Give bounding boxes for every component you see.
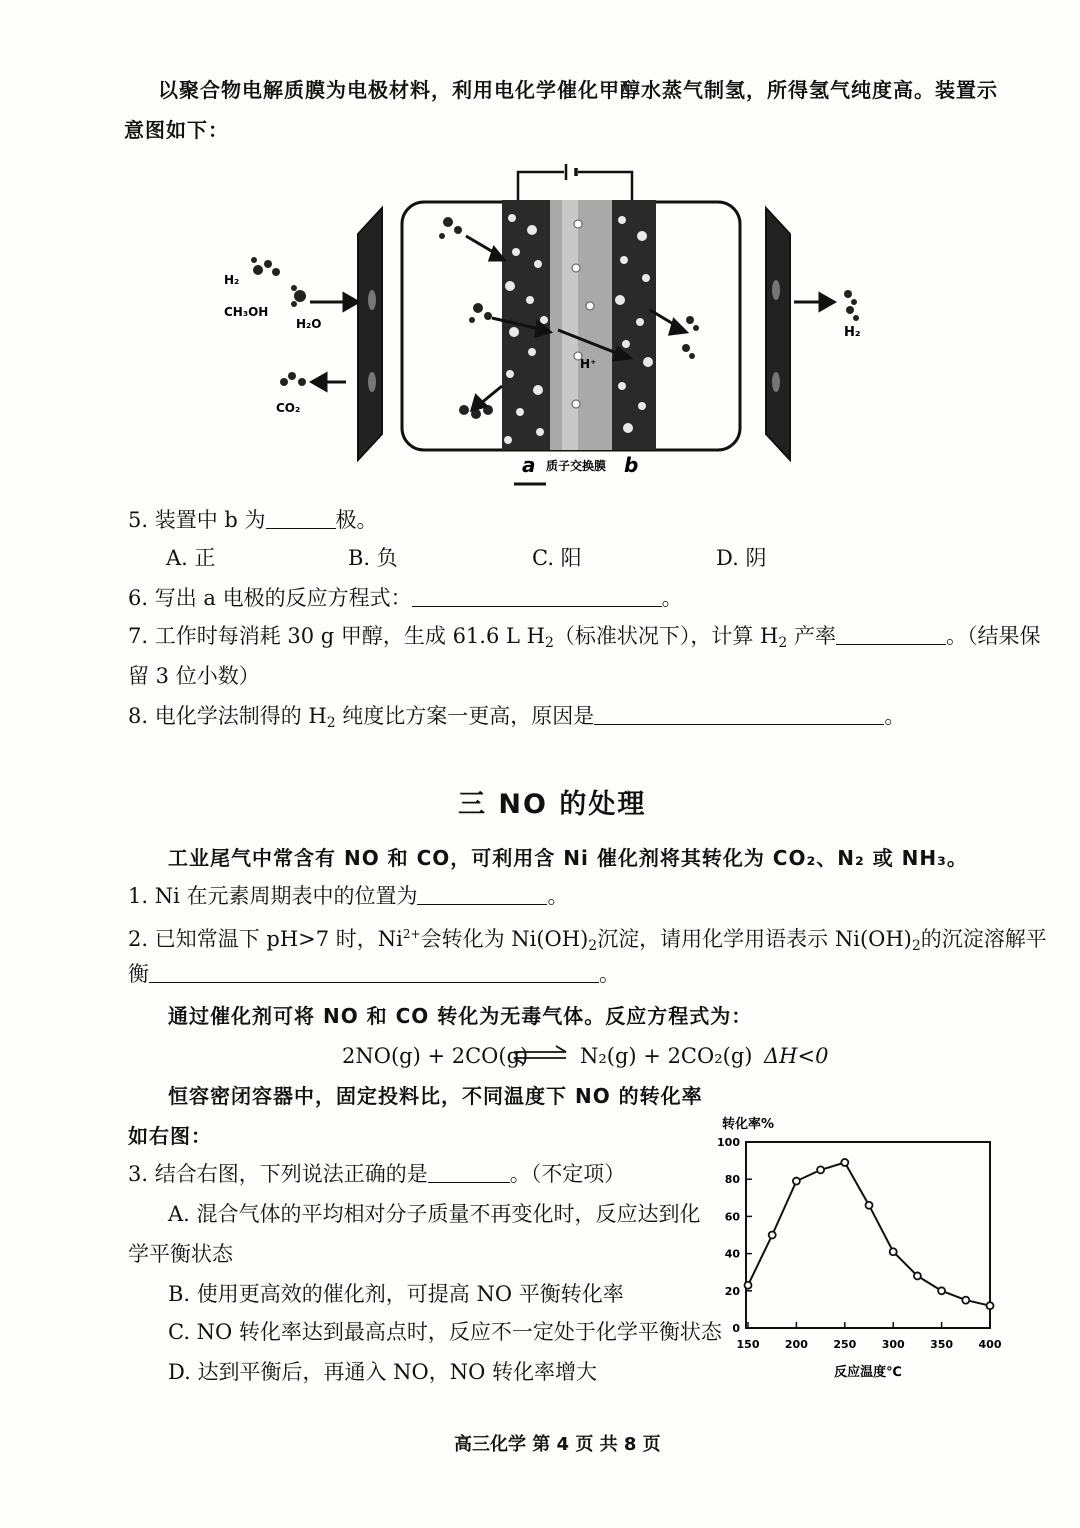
s2-sub: 2 [588, 938, 598, 954]
data-point [962, 1297, 969, 1304]
s1-blank[interactable] [417, 884, 547, 905]
s1-prefix: 1. Ni 在元素周期表中的位置为 [128, 884, 418, 908]
chart-ylabel: 转化率% [722, 1117, 775, 1132]
s2-line-2 [128, 960, 620, 988]
h2-out-label: H₂ [844, 325, 861, 340]
intro-line-2: 意图如下： [124, 118, 229, 142]
equation-dh: ΔH<0 [764, 1044, 829, 1068]
electrode-a-label: a [522, 453, 536, 477]
question-5 [128, 506, 378, 534]
x-tick-label: 200 [784, 1338, 808, 1351]
q7-line-2: 留 3 位小数） [128, 664, 260, 688]
q5-blank[interactable] [266, 508, 336, 529]
q7-prefix: 7. 工作时每消耗 30 g 甲醇，生成 61.6 L H [128, 624, 545, 648]
s2-sup: 2+ [402, 927, 421, 941]
question-8 [128, 702, 905, 737]
q6-suffix: 。 [661, 586, 683, 610]
electrode-b-label: b [624, 453, 639, 477]
s2-mid: 会转化为 Ni(OH) [420, 927, 589, 951]
catalyst-intro: 通过催化剂可将 NO 和 CO 转化为无毒气体。反应方程式为： [168, 1004, 753, 1028]
left-end-plate [358, 208, 382, 460]
data-point [890, 1248, 897, 1255]
s2-mid2: 沉淀，请用化学用语表示 Ni(OH) [597, 927, 912, 951]
data-point [817, 1166, 824, 1173]
data-point [745, 1282, 752, 1289]
x-tick-label: 250 [833, 1338, 857, 1351]
y-tick-label: 80 [724, 1173, 740, 1187]
sub-question-1 [128, 882, 568, 910]
right-end-plate [766, 208, 790, 460]
membrane [550, 200, 612, 450]
page-footer: 高三化学 第 4 页 共 8 页 [454, 1434, 661, 1455]
s3-blank[interactable] [428, 1162, 510, 1183]
s2-line2-text: 衡 [128, 962, 149, 986]
q8-prefix: 8. 电化学法制得的 H [128, 704, 327, 728]
y-tick-label: 60 [724, 1210, 740, 1224]
hplus-label: H⁺ [580, 357, 597, 371]
h2o-label: H₂O [296, 317, 322, 331]
equilibrium-arrow-icon [512, 1044, 568, 1066]
co2-label: CO₂ [276, 401, 301, 415]
s3-option-d[interactable]: D. 达到平衡后，再通入 NO，NO 转化率增大 [168, 1360, 597, 1384]
x-tick-label: 400 [978, 1338, 1002, 1351]
chart-xlabel: 反应温度℃ [834, 1365, 902, 1380]
q7-sub2: 2 [778, 635, 788, 651]
q8-suffix: 。 [884, 704, 906, 728]
data-point [793, 1178, 800, 1185]
s3-option-c[interactable]: C. NO 转化率达到最高点时，反应不一定处于化学平衡状态 [168, 1320, 722, 1344]
series-line [748, 1163, 990, 1306]
x-tick-label: 300 [881, 1338, 905, 1351]
q7-suffix: 。（结果保 [945, 624, 1041, 648]
q5-suffix: 极。 [335, 508, 378, 532]
q7-blank[interactable] [836, 624, 946, 645]
electrode-b [612, 200, 656, 450]
y-tick-label: 100 [717, 1136, 740, 1149]
y-tick-label: 0 [732, 1322, 740, 1335]
q7-sub: 2 [544, 635, 554, 651]
s2-suffix: 的沉淀溶解平 [920, 927, 1047, 951]
s3-suffix: 。（不定项） [509, 1162, 626, 1186]
q5-option-a[interactable]: A. 正 [166, 546, 216, 570]
q8-sub: 2 [326, 715, 336, 731]
s3-option-b[interactable]: B. 使用更高效的催化剂，可提高 NO 平衡转化率 [168, 1282, 624, 1306]
data-point [938, 1287, 945, 1294]
q6-prefix: 6. 写出 a 电极的反应方程式： [128, 586, 412, 610]
sub-question-3 [128, 1160, 625, 1188]
q5-option-c[interactable]: C. 阳 [532, 546, 582, 570]
y-tick-label: 20 [724, 1284, 740, 1298]
chart-intro-line-2: 如右图： [128, 1124, 212, 1148]
s3-option-a-line-1[interactable]: A. 混合气体的平均相对分子质量不再变化时，反应达到化 [168, 1202, 701, 1226]
s2-end: 。 [599, 962, 620, 986]
chart-plot-frame [746, 1142, 990, 1328]
membrane-label: 质子交换膜 [546, 459, 607, 473]
q7-mid2: 产率 [787, 624, 836, 648]
question-7 [128, 622, 1040, 657]
s2-blank[interactable] [149, 962, 599, 983]
s2-prefix: 2. 已知常温下 pH>7 时，Ni [128, 927, 403, 951]
q5-option-b[interactable]: B. 负 [348, 546, 398, 570]
data-point [866, 1202, 873, 1209]
intro-line-1: 以聚合物电解质膜为电极材料，利用电化学催化甲醇水蒸气制氢，所得氢气纯度高。装置示 [158, 78, 998, 102]
q7-mid: （标准状况下），计算 H [553, 624, 779, 648]
s3-prefix: 3. 结合右图，下列说法正确的是 [128, 1162, 428, 1186]
ch3oh-label: CH₃OH [224, 305, 269, 319]
data-point [769, 1232, 776, 1239]
q5-option-d[interactable]: D. 阴 [716, 546, 767, 570]
question-6 [128, 584, 683, 612]
q8-mid: 纯度比方案一更高，原因是 [335, 704, 595, 728]
h2-label-left: H₂ [224, 273, 240, 287]
section-3-title: 三 NO 的处理 [458, 789, 647, 820]
equation-right: N₂(g) + 2CO₂(g) [580, 1044, 753, 1068]
s1-suffix: 。 [547, 884, 569, 908]
s2-sub2: 2 [911, 938, 921, 954]
data-point [914, 1272, 921, 1279]
conversion-chart [708, 1106, 1014, 1390]
equation-left: 2NO(g) + 2CO(g) [342, 1044, 529, 1068]
q6-blank[interactable] [412, 586, 662, 607]
chart-intro-line-1: 恒容密闭容器中，固定投料比，不同温度下 NO 的转化率 [168, 1084, 703, 1108]
q5-prefix: 5. 装置中 b 为 [128, 508, 266, 532]
x-tick-label: 350 [930, 1338, 954, 1351]
s3-option-a-line-2: 学平衡状态 [128, 1242, 233, 1266]
y-tick-label: 40 [724, 1247, 740, 1261]
section-3-intro: 工业尾气中常含有 NO 和 CO，可利用含 Ni 催化剂将其转化为 CO₂、N₂ 或 NH₃。 [168, 846, 968, 870]
sub-question-2 [128, 920, 1047, 960]
electrolysis-diagram [210, 160, 890, 490]
data-point [841, 1159, 848, 1166]
x-tick-label: 150 [736, 1338, 760, 1351]
data-point [987, 1302, 994, 1309]
q8-blank[interactable] [594, 704, 884, 725]
